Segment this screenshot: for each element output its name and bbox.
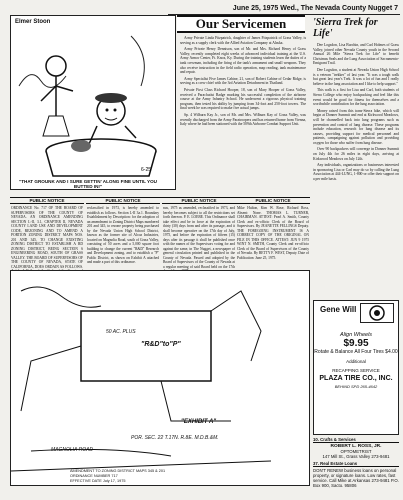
- map-label-exhibit: "EXHIBIT A": [181, 419, 217, 425]
- svg-text:6-25: 6-25: [141, 167, 152, 173]
- classified-name: ROBERT L. ROSS, JR.: [330, 444, 382, 449]
- article-paragraph: Army Private Henry Dennison, son of Mr. and Mrs. Richard Henry of Grass Valley, recently completed eight weeks of advanced individual training at the U.S. Army Armor Center, Ft. Knox, Ky. During the training students learn the duties of a tank crewman, including the firing of the tank's armament and small weapons. They also receive instruction in the field radio operation, map reading, tank maintenance and repair.: [180, 47, 306, 75]
- ad-recapping: RECAPPING SERVICE: [332, 368, 380, 373]
- ad-store-name: PLAZA TIRE CO., INC.: [319, 375, 393, 382]
- article-paragraph: Any individuals, organizations or businesses interested in sponsoring Lisa or Carl may do so by calling the Lung Association at 444-LUNG, 1-800-or offer their support on a per mile basis.: [313, 163, 399, 182]
- classified-body: DON'T RENEW business loans on personal property, or signature loans. Low rates, fast service. Call Mike at Arkansas 273-9481 P.O. Box 900, Sacto. 95806: [313, 468, 399, 488]
- article-paragraph: Dee Logsdon, Lisa Burchin, and Carl Holmes of Grass Valley, joined other Nevada County youth in the Second Annual 26 Mile "Sierra Trek for Life" to benefit Christmas Seals and the Lung Association of Sacramento-Emigrant Trail.: [313, 43, 399, 66]
- classified-section: [313, 437, 399, 488]
- public-notice-heading: PUBLIC NOTICE: [236, 198, 310, 204]
- classified-address: 147 Mill St., Grass Valley 273-9481: [322, 454, 390, 459]
- article-paragraph: Money raised from this trans-Sierra hike, which will begin at Donner Summit and end at Kirkwood Meadows, will be channelled back into lung programs such as prevention and control of lung disease. These programs include education, research for lung disease and its causes, providing support for medical personnel and patients, campaigning against pollution and providing oxygen for those who suffer from lung disease.: [313, 108, 399, 145]
- map-label-section: POR. SEC. 22 T.17N. R.8E. M.D.B.&M.: [131, 435, 219, 441]
- ad-service-2: Rotate & Balance All Four Tires $4.00: [314, 349, 398, 355]
- article-paragraph: Army Specialist Five James Cabine, 21, son of Robert Cabine of Cedar Ridge, is serving as a crew chief with the 3rd Aviation Detachment in Thailand.: [180, 76, 306, 86]
- article-paragraph: Dee Logsdon, a student at Nevada Union High School is a veteran "trekker" of last year. "It was a tough walk but great last year's Trek. It was a lot of fun and I really believe in the lung association and I like to help support.": [313, 67, 399, 86]
- comic-illustration: [11, 26, 175, 186]
- tire-logo-icon: [361, 304, 393, 322]
- classified-heading-2: 37. Real Estate Loans: [313, 461, 399, 467]
- servicemen-title: Our Servicemen: [177, 15, 305, 33]
- classified-heading: 10. Crafts & Services: [313, 437, 399, 443]
- article-paragraph: This walk is a first for Lisa and Carl, both students of Sierra College who enjoy backpacking and feel like this event would be good for fitness for themselves and a worthwhile contribution for the lung association.: [313, 88, 399, 107]
- ad-service: Align Wheels: [339, 332, 373, 338]
- article-paragraph: Sp. 4 Wilburn Kay Jr., son of Mr. and Mrs. Wilburn Kay of Grass Valley, was recently discharged from the Army Paratroopers and has returned home from Vienna, Italy where he had been stationed with the 509th Airborne Combat Support Unit.: [180, 112, 306, 127]
- ad-additional: Additional: [346, 359, 366, 364]
- map-footer: [70, 469, 310, 484]
- comic-title: Elmer Stoon: [15, 19, 51, 25]
- article-paragraph: Army Private Linda Fitzpatrick, daughter of James Fitzpatrick of Grass Valley, is serving as a supply clerk with the Allied Aviation Company at Alaska.: [180, 36, 306, 45]
- map-footer-line: AMENDMENT TO ZONING DISTRICT MAPS 345 & 201: [70, 469, 166, 473]
- comic-caption: "THAT GROUNK AND I SURE GETTIN' ALONG FINE UNTIL YOU BUTTED IN!": [19, 179, 157, 189]
- comic-panel: [10, 15, 176, 190]
- servicemen-article: [180, 36, 306, 129]
- sierra-trek-article: [313, 43, 399, 184]
- ad-brand: Gene Will: [320, 305, 357, 314]
- sierra-trek-title: 'Sierra Trek for Life': [313, 17, 378, 39]
- map-label-road: MAGNOLIA ROAD: [51, 447, 94, 453]
- public-notice-heading: PUBLIC NOTICE: [162, 198, 236, 204]
- ad-logo: [360, 303, 394, 323]
- page-dateline: June 25, 1975 Wed., The Nevada County Nugget 7: [168, 5, 400, 15]
- article-paragraph: Over 90 backpackers will converge in Donner Summit on July 4th for 26 miles in eight days, arriving at Kirkwood Meadows on July 12th.: [313, 147, 399, 161]
- map-footer-line: EFFECTIVE DATE July 17, 1975: [70, 479, 126, 483]
- zoning-map-drawing: [11, 271, 311, 487]
- public-notice-heading: PUBLIC NOTICE: [10, 198, 84, 204]
- map-label-acres: 50 AC. PLUS: [106, 329, 136, 335]
- article-paragraph: Private First Class Richard Hooper, 18, son of Mary Hooper of Grass Valley, received a Parachutist Badge marking his successful completion of the airborne course at the Army Infantry School. He underwent a rigorous physical training program, then tested his ability by jumping from 34-foot and 250-foot towers. The final week he was required to make five actual jumps.: [180, 87, 306, 111]
- public-notice-text: reclassified in 1973, is hereby amended to establish as follows. Section L-II 3a.1. Boundary Establishment by Description: for the adoption of an amendment to Zoning District Maps numbered 201 and 345, to rezone property being purchased by the Nevada Union High School District, known as the former site of Alcoa Industries, located on Magnolia Road, south of Grass Valley, consisting of 50 acres and a 5,000 square foot building to change the current "R&D" Research and Development zoning, and to establish a "P" Public District, as shown on Exhibit A attached and made a part of this ordinance.: [87, 206, 159, 264]
- public-notice-heading: PUBLIC NOTICE: [86, 198, 160, 204]
- public-notice-text: nus, 1975 as amended, reclassified in 1973, and hereby becomes subject to all the restrictions set forth thereon. P. E. LOEBE. This Ordinance shall take effect and be in force at the expiration of thirty (30) days from and after its passage, and it shall become operative on the 17th day of July, 1975, and before the expiration of fifteen (15) days after its passage it shall be published once with the names of the Supervisors voting for and against the same, in The Nugget, a newspaper of general circulation printed and published in the County of Nevada. Passed and adopted by the Board of Supervisors of the County of Nevada at a regular meeting of said Board held on the 17th: [163, 206, 235, 269]
- ad-address: BEHIND SPD 265-4642: [334, 384, 378, 389]
- zoning-map: [10, 270, 310, 486]
- ad-price: $9.95: [343, 338, 369, 349]
- map-label-rezoning: "R&D"to"P": [141, 341, 181, 348]
- map-footer-line: ORDINANCE NUMBER 717: [70, 474, 118, 478]
- public-notice-text: Mike Hulton, Kim W. Rose, Richard Ross, Absent: None. THOMAS L. TURNER, CHAIRMAN. ATTEST: Pearl A. Smith, County Clerk and ex-officio Clerk of the Board of Supervisors. By JEANETTE FELLINGS Deputy. THE FOREGOING INSTRUMENT IS A CORRECT COPY OF THE ORIGINAL ON FILE IN THIS OFFICE. ATTEST: JUN 9 1975 WINT N. SMITH, County Clerk and ex-officio Clerk of the Board of Supervisors of the County of Nevada. By BETTY F. WEST, Deputy. Date of Publication: June 25, 1975.: [237, 206, 309, 260]
- classified-title: OPTOMETRIST: [340, 449, 372, 454]
- public-notice-text: ORDINANCE No. 717 OF THE BOARD OF SUPERVISORS OF THE COUNTY OF NEVADA. AN ORDINANCE AMENDING SECTION L-II, 3.1, CHAPTER II, NEVADA COUNTY LAND USE AND DEVELOPMENT CODE, REZONING AND TO AMEND A PORTION ZONING DISTRICT MAPS NOS. 201 AND 345, TO CHANGE EXISTING ZONING DISTRICT TO ESTABLISH A RD ZONING DISTRICT, BEING SECTION 6 ENGINEERING ROAD, SOUTH OF GRASS VALLEY. THE BOARD OF SUPERVISORS OF THE COUNTY OF NEVADA, STATE OF CALIFORNIA, DOES ORDAIN AS FOLLOWS.: [11, 206, 83, 269]
